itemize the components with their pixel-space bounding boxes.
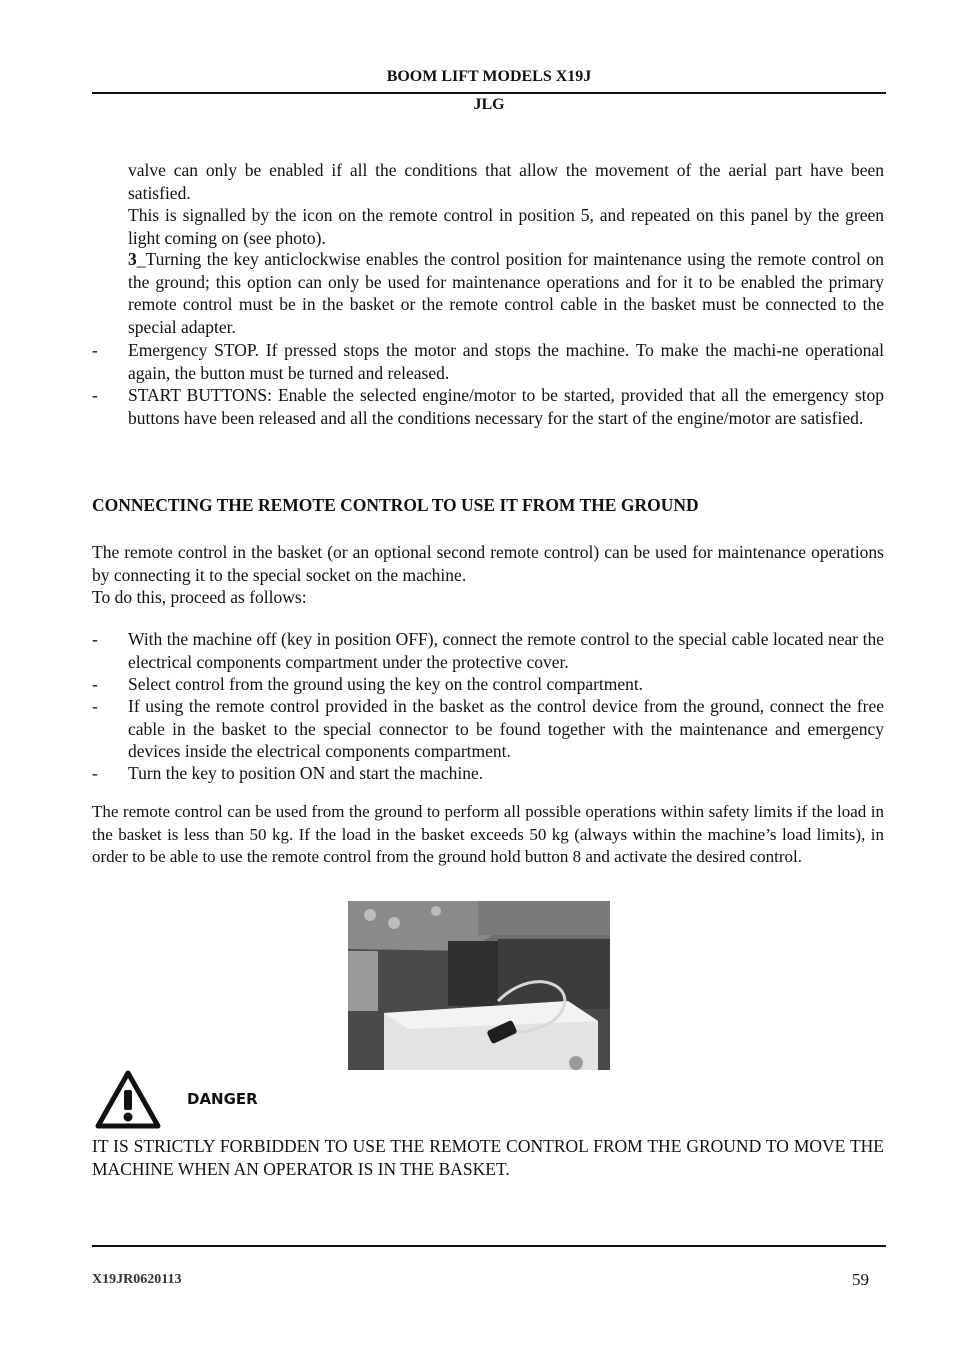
list-dash: - <box>92 674 98 694</box>
warning-triangle-icon <box>95 1070 161 1130</box>
step-text: If using the remote control provided in the basket as the control device from the ground, connect the free cable in the basket to the special connector to be found together with the maintenance and emergency devices inside the electrical components compartment. <box>128 696 884 761</box>
footer-divider <box>92 1245 886 1247</box>
item-number: 3 <box>128 249 137 269</box>
intro-paragraph-2: This is signalled by the icon on the remote control in position 5, and repeated on this panel by the green light coming on (see photo). <box>128 205 884 248</box>
item-3-text: _Turning the key anticlockwise enables the control position for maintenance using the remote control on the ground; this option can only be used for maintenance operations and for it to be enabled the primary remote control must be in the basket or the remote control cable in the basket must be connected to the special adapter. <box>128 249 884 337</box>
machine-connector-photo <box>348 901 610 1070</box>
list-dash: - <box>92 385 98 405</box>
section-heading: CONNECTING THE REMOTE CONTROL TO USE IT FROM THE GROUND <box>92 495 699 515</box>
intro-paragraph-1: valve can only be enabled if all the conditions that allow the movement of the aerial part have been satisfied. <box>128 160 884 203</box>
list-dash: - <box>92 629 98 649</box>
document-title: BOOM LIFT MODELS X19J <box>386 68 592 85</box>
document-code: X19JR0620113 <box>92 1272 182 1287</box>
list-dash: - <box>92 763 98 783</box>
section-instruction: To do this, proceed as follows: <box>92 587 307 607</box>
intro-paragraph-3 <box>128 248 884 338</box>
danger-label: DANGER <box>187 1090 258 1108</box>
load-note-paragraph: The remote control can be used from the ground to perform all possible operations within safety limits if the load in the basket is less than 50 kg. If the load in the basket exceeds 50 kg (always within the machine’s load limits), in order to be able to use the remote control from the ground hold button 8 and activate the desired control. <box>92 802 884 866</box>
step-text: Select control from the ground using the key on the control compartment. <box>128 674 644 694</box>
header-divider <box>92 92 886 94</box>
document-brand: JLG <box>473 96 505 113</box>
step-text: Turn the key to position ON and start the machine. <box>128 763 484 783</box>
page-number: 59 <box>852 1270 869 1289</box>
list-dash: - <box>92 696 98 716</box>
danger-warning-text: IT IS STRICTLY FORBIDDEN TO USE THE REMOTE CONTROL FROM THE GROUND TO MOVE THE MACHINE WHEN AN OPERATOR IS IN THE BASKET. <box>92 1136 884 1179</box>
list-item-text: START BUTTONS: Enable the selected engine/motor to be started, provided that all the emergency stop buttons have been released and all the conditions necessary for the start of the engine/motor are satisfied. <box>128 385 884 428</box>
step-text: With the machine off (key in position OFF), connect the remote control to the special cable located near the electrical components compartment under the protective cover. <box>128 629 884 672</box>
section-paragraph: The remote control in the basket (or an optional second remote control) can be used for maintenance operations by connecting it to the special socket on the machine. <box>92 542 884 585</box>
list-item-text: Emergency STOP. If pressed stops the motor and stops the machine. To make the machi-ne operational again, the button must be turned and released. <box>128 340 884 383</box>
list-dash: - <box>92 340 98 360</box>
